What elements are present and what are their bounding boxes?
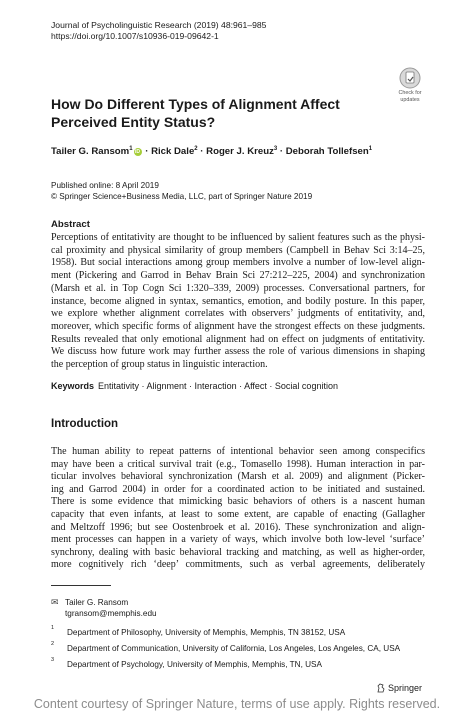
affiliation-1 — [51, 625, 346, 637]
intro-line: ticular involves behavioral synchronization (Marsh et al. 2009) and alignment (Picker- — [51, 471, 425, 483]
publication-info — [51, 180, 312, 202]
keywords-label: Keywords — [51, 381, 95, 391]
author-separator: · — [277, 146, 286, 158]
affiliation-number: 3 — [51, 657, 55, 663]
author-separator: · — [197, 146, 207, 158]
affiliation-text: Department of Philosophy, University of Memphis, Memphis, TN 38152, USA — [67, 628, 346, 637]
intro-line: and Meltzoff 1996; but see Oostenbroek et al. 2016). These synchronization and align- — [51, 521, 425, 533]
correspondence-email[interactable]: tgransom@memphis.edu — [65, 609, 157, 618]
author-affiliation-number: 2 — [194, 146, 198, 152]
springer-horse-icon — [376, 683, 386, 693]
author-separator: · — [142, 146, 152, 158]
affiliation-text: Department of Communication, University of California, Los Angeles, Los Angeles, CA, USA — [67, 644, 401, 653]
check-for-updates-badge[interactable] — [395, 67, 425, 103]
author-affiliation-number: 3 — [273, 146, 278, 152]
badge-line-2: updates — [400, 97, 420, 103]
intro-line: capacity that even infants, at least to some extent, are capable of enacting (Gallagher — [51, 508, 425, 520]
correspondence — [51, 597, 157, 619]
intro-line: may have been a critical survival trait (e.g., Tomasello 1998). Human interaction in par- — [51, 458, 425, 470]
footnote-divider — [51, 585, 111, 586]
affiliation-number: 1 — [51, 625, 55, 631]
abstract-line: we explore whether alignment correlates with observers’ judgments of entitativity, and, — [51, 308, 425, 320]
correspondence-name: Tailer G. Ransom — [65, 598, 129, 607]
badge-line-1: Check for — [398, 90, 422, 96]
intro-line: synchrony, dealing with basic behavioral tracking and matching, as well as higher-order, — [51, 546, 425, 558]
abstract-line: ment (Pickering and Garrod in Behav Brain Sci 27:212–225, 2004) and synchronization — [51, 270, 425, 282]
abstract-line: (Marsh et al. in Top Cogn Sci 1:320–339, 2009) processes. Conversational partners, for — [51, 282, 425, 294]
abstract-line: Results revealed that only emotional alignment had on effect on judgments of entitativity. — [51, 333, 425, 345]
intro-line: The human ability to repeat patterns of intentional behavior seen among conspecifics — [51, 446, 425, 457]
journal-citation: Journal of Psycholinguistic Research (2019) 48:961–985 — [51, 20, 267, 30]
published-date: Published online: 8 April 2019 — [51, 181, 159, 190]
author-affiliation-number: 1 — [129, 146, 133, 152]
author-name[interactable]: Tailer G. Ransom — [51, 146, 130, 158]
envelope-icon: ✉ — [51, 597, 59, 607]
orcid-icon[interactable]: iD — [135, 149, 141, 156]
introduction-body — [51, 446, 425, 572]
copyright-line: © Springer Science+Business Media, LLC, part of Springer Nature 2019 — [51, 192, 313, 201]
author-name[interactable]: Deborah Tollefsen — [285, 146, 369, 158]
keywords-list: Entitativity · Alignment · Interaction · Affect · Social cognition — [98, 381, 338, 391]
abstract-line: Perceptions of entitativity are thought to be influenced by salient features such as the physi- — [51, 232, 425, 243]
abstract-heading: Abstract — [51, 219, 90, 230]
intro-line: more cognitively rich ‘deep’ commitments, such as verbal agreements, deliberately — [51, 559, 425, 571]
abstract-line: moreover, which specific forms of alignment have the strongest effects on these judgments. — [51, 320, 425, 332]
abstract-line: cal proximity and physical similarity of group members (Campbell in Behav Sci 3:14–25, — [51, 244, 425, 256]
author-name[interactable]: Rick Dale — [151, 146, 195, 158]
affiliation-3 — [51, 657, 322, 669]
introduction-heading: Introduction — [51, 418, 119, 430]
author-affiliation-number: 1 — [368, 146, 373, 152]
publisher-logo — [376, 683, 422, 693]
abstract-line: 1958). But social interactions among group members involve a number of low-level align- — [51, 257, 425, 269]
courtesy-watermark: Content courtesy of Springer Nature, terms of use apply. Rights reserved. — [33, 697, 441, 711]
intro-line: There is some evidence that mimicking basic behaviors of others is a nascent human — [51, 496, 425, 508]
author-name[interactable]: Roger J. Kreuz — [206, 146, 274, 158]
affiliation-number: 2 — [51, 641, 55, 647]
abstract-line: We discuss how future work may further assess the role of various dimensions in shaping — [51, 346, 425, 358]
affiliation-2 — [51, 641, 401, 653]
keywords — [51, 381, 338, 391]
author-list — [51, 146, 431, 157]
check-updates-icon — [399, 67, 421, 89]
paper-title: How Do Different Types of Alignment Affect Perceived Entity Status? — [51, 96, 340, 130]
publisher-name: Springer — [388, 683, 423, 693]
affiliation-text: Department of Psychology, University of Memphis, Memphis, TN, USA — [67, 660, 322, 669]
abstract-line: the perception of group status in linguistic interaction. — [51, 359, 268, 371]
abstract-line: instance, become aligned in syntax, semantics, emotion, and bodily posture. In this paper, — [51, 295, 425, 307]
journal-header — [51, 20, 266, 42]
doi-link[interactable]: https://doi.org/10.1007/s10936-019-09642-1 — [51, 31, 219, 41]
intro-line: ing and Garrod 2004) in order for a coordinated action to be initiated and sustained. — [51, 483, 425, 495]
abstract-body — [51, 232, 425, 372]
intro-line: ment processes can happen in a variety of ways, which involve both low-level ‘surface’ — [51, 534, 425, 546]
